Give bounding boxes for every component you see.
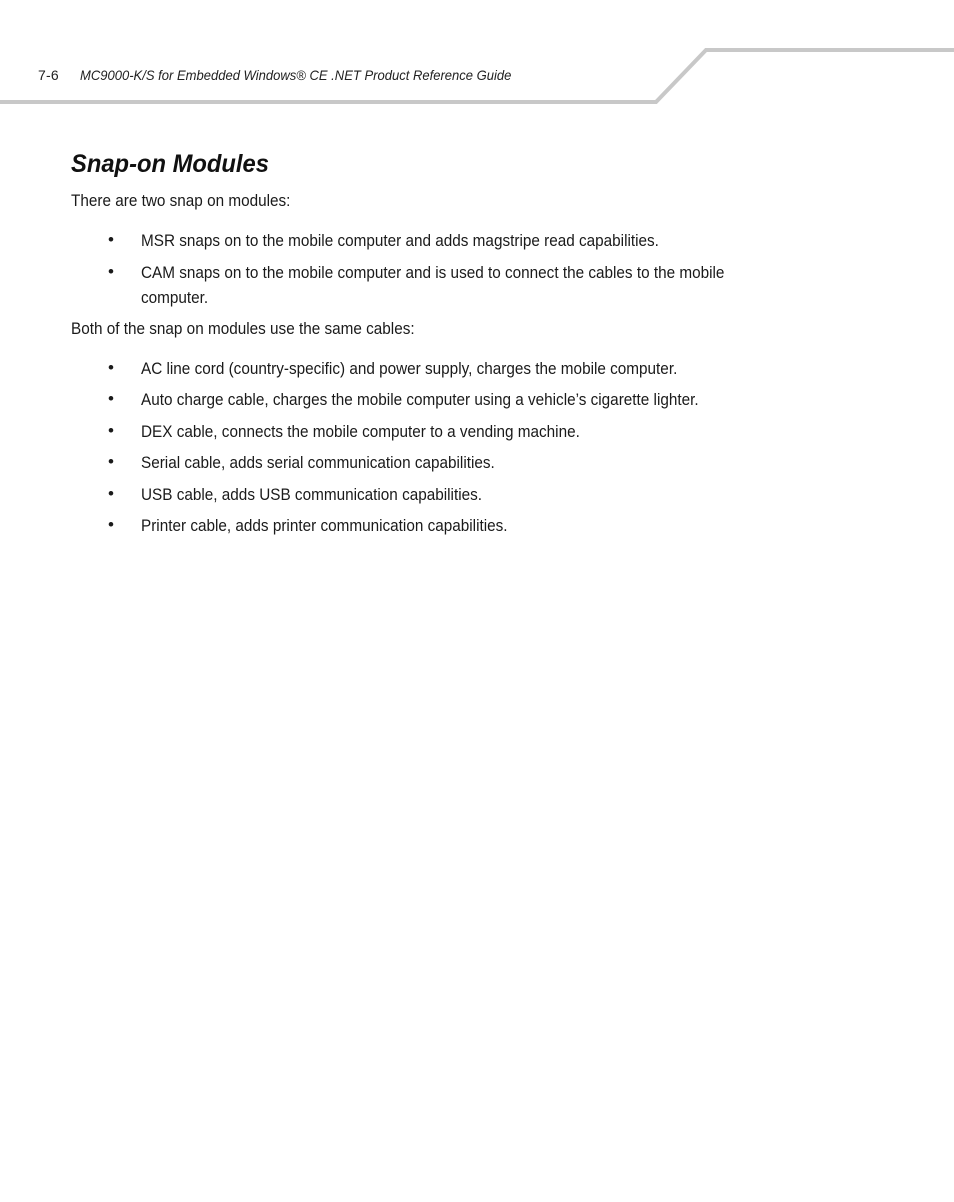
bullet-icon: •: [108, 230, 114, 249]
bullet-icon: •: [108, 262, 114, 281]
list-item-text: CAM snaps on to the mobile computer and is used to connect the cables to the mobile: [141, 263, 725, 282]
intro-paragraph: There are two snap on modules:: [71, 191, 291, 210]
bullet-icon: •: [108, 421, 114, 440]
bullet-icon: •: [108, 389, 114, 408]
running-title: MC9000-K/S for Embedded Windows® CE .NET Product Reference Guide: [80, 67, 512, 83]
bullet-icon: •: [108, 515, 114, 534]
list-item-text: Auto charge cable, charges the mobile computer using a vehicle’s cigarette lighter.: [141, 390, 699, 409]
bullet-icon: •: [108, 484, 114, 503]
list-item-text: MSR snaps on to the mobile computer and adds magstripe read capabilities.: [141, 231, 659, 250]
cables-intro-paragraph: Both of the snap on modules use the same cables:: [71, 319, 415, 338]
header-rule: [0, 0, 954, 110]
list-item-text: Printer cable, adds printer communication capabilities.: [141, 516, 508, 535]
list-item-text: AC line cord (country-specific) and power supply, charges the mobile computer.: [141, 359, 678, 378]
list-item-text: DEX cable, connects the mobile computer to a vending machine.: [141, 422, 580, 441]
page-number: 7-6: [38, 67, 59, 83]
bullet-icon: •: [108, 358, 114, 377]
list-item-text: USB cable, adds USB communication capabilities.: [141, 485, 483, 504]
list-item-text: Serial cable, adds serial communication capabilities.: [141, 453, 495, 472]
section-title: Snap-on Modules: [71, 150, 269, 178]
list-item-text-continued: computer.: [141, 288, 209, 307]
bullet-icon: •: [108, 452, 114, 471]
